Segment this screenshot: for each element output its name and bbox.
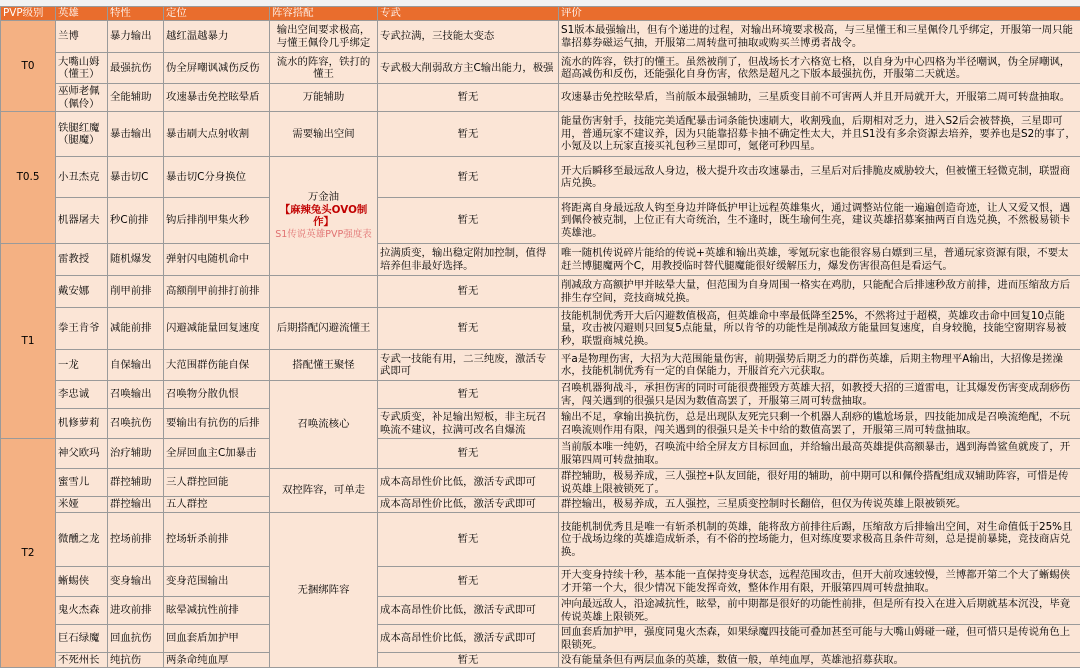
exclusive-weapon-cell[interactable]: 暂无 [378, 84, 559, 112]
combo-cell[interactable]: 流水的阵容，铁打的懂王 [270, 53, 378, 84]
hero-cell[interactable]: 微醺之龙 [56, 513, 108, 567]
trait-cell[interactable]: 召唤输出 [108, 381, 164, 409]
review-cell[interactable]: 召唤机器狗战斗，承担伤害的同时可能很费摧毁方英雄大招，如教授大招的三道雷电，让其爆发伤害变成刮痧伤害，闯关遇到的很强只是因为数值高罢了，开服第三周可转盘抽取。 [559, 381, 1080, 409]
combo-cell[interactable]: 输出空间要求极高，与懂王佩伶几乎绑定 [270, 21, 378, 53]
trait-cell[interactable]: 秒C前排 [108, 198, 164, 244]
exclusive-weapon-cell[interactable]: 暂无 [378, 513, 559, 567]
hero-cell[interactable]: 戴安娜 [56, 276, 108, 308]
trait-cell[interactable]: 暴力输出 [108, 21, 164, 53]
position-cell[interactable]: 五人群控 [164, 497, 270, 513]
position-cell[interactable]: 大范围群伤能自保 [164, 350, 270, 381]
trait-cell[interactable]: 群控辅助 [108, 469, 164, 497]
table-row [1, 112, 1080, 157]
tier-cell[interactable]: T2 [1, 439, 56, 668]
table-row [1, 469, 1080, 497]
exclusive-weapon-cell[interactable]: 暂无 [378, 198, 559, 244]
position-cell[interactable]: 召唤物分散仇恨 [164, 381, 270, 409]
review-cell[interactable]: 输出不足，拿输出换抗伤，总是出现队友死完只剩一个机器人刮痧的尴尬场景，四技能加成是召唤流绝配，不玩召唤流则作用有限，闯关遇到的很强只是关卡中给的数值高罢了，开服第三周可转盘抽取。 [559, 409, 1080, 439]
table-row [1, 198, 1080, 244]
exclusive-weapon-cell[interactable]: 成本高昂性价比低，激活专武即可 [378, 469, 559, 497]
hero-cell[interactable]: 大嘴山姆（懂王） [56, 53, 108, 84]
table-row [1, 308, 1080, 350]
table-row [1, 276, 1080, 308]
trait-cell[interactable]: 纯抗伤 [108, 653, 164, 668]
combo-cell[interactable] [270, 157, 378, 276]
review-cell[interactable]: 冲向最远敌人，沿途减抗性，眩晕，前中期都是很好的功能性前排，但是所有投入在进入后期就基本沉没，毕竟传说英雄上限锁死。 [559, 597, 1080, 625]
exclusive-weapon-cell[interactable]: 暂无 [378, 308, 559, 350]
combo-text: 万金油 [272, 191, 375, 204]
trait-cell[interactable]: 减能前排 [108, 308, 164, 350]
review-cell[interactable]: 削减敌方高额护甲并眩晕大量，但范围为自身周围一格实在鸡肋，只能配合后排速秒敌方前排，进而压缩敌方后排生存空间，竞技商城兑换。 [559, 276, 1080, 308]
exclusive-weapon-cell[interactable]: 成本高昂性价比低，激活专武即可 [378, 625, 559, 653]
hero-cell[interactable]: 雷教授 [56, 244, 108, 276]
position-cell[interactable]: 闪避减能量回复速度 [164, 308, 270, 350]
trait-cell[interactable]: 群控输出 [108, 497, 164, 513]
position-cell[interactable]: 三人群控回能 [164, 469, 270, 497]
combo-cell[interactable] [270, 276, 378, 308]
review-cell[interactable]: 唯一随机传说碎片能给的传说+英雄和输出英雄，零氪玩家也能很容易白嫖到三星，普通玩家资源有限，不要太赶兰博腿魔两个C，用教授临时替代腿魔能很好缓解压力，爆发伤害很高但是看运气。 [559, 244, 1080, 276]
review-cell[interactable]: 群控辅助，极易养成，三人强控+队友回能，很好用的辅助，前中期可以和佩伶搭配组成双辅助阵容，可惜是传说英雄上限被锁死了。 [559, 469, 1080, 497]
table-subtitle-watermark: S1传说英雄PVP强度表 [272, 229, 375, 242]
header-hero[interactable]: 英雄 [56, 7, 108, 21]
exclusive-weapon-cell[interactable]: 暂无 [378, 439, 559, 469]
review-cell[interactable]: 将距离自身最远敌人钩至身边并降低护甲让远程英雄集火，通过调整站位能一遍遍创造奇迹，让人又爱又恨，遇到佩伶被克制，上位正有大奇统治，生不逢时，既生瑜何生亮，建议英雄招募案抽两百自选兑换，不然极易锁卡英雄池。 [559, 198, 1080, 244]
review-cell[interactable]: 技能机制优秀且是唯一有斩杀机制的英雄，能将敌方前排往后踢，压缩敌方后排输出空间，对生命值低于25%且位于战场边缘的英雄造成斩杀，有不俗的控场能力，但对练度要求极高且条件苛刻，总是提前暴毙，竞技商店兑换。 [559, 513, 1080, 567]
review-cell[interactable]: 回血套盾加护甲，强度同鬼火杰森，如果绿魔四技能可叠加甚至可能与大嘴山姆碰一碰，但可惜只是传说角色上限锁死。 [559, 625, 1080, 653]
review-cell[interactable]: 攻速暴击免控眩晕盾，当前版本最强辅助，三星质变目前不可害两人并且开局就开大，开服第二周可转盘抽取。 [559, 84, 1080, 112]
review-cell[interactable]: 平a是物理伤害，大招为大范围能量伤害，前期强势后期乏力的群伤英雄，后期主物理平A输出，大招像是搓澡水，技能机制优秀有一定的自保能力，开服首充六元获取。 [559, 350, 1080, 381]
combo-cell[interactable]: 后期搭配闪避流懂王 [270, 308, 378, 350]
hero-cell[interactable]: 铁腿红魔（腿魔） [56, 112, 108, 157]
exclusive-weapon-cell[interactable]: 暂无 [378, 567, 559, 597]
position-cell[interactable]: 弹射闪电随机命中 [164, 244, 270, 276]
hero-cell[interactable]: 机修萝莉 [56, 409, 108, 439]
table-row [1, 567, 1080, 597]
hero-cell[interactable]: 不死州长 [56, 653, 108, 668]
hero-cell[interactable]: 小丑杰克 [56, 157, 108, 198]
trait-cell[interactable]: 召唤抗伤 [108, 409, 164, 439]
position-cell[interactable]: 伪全屏嘲讽减伤反伤 [164, 53, 270, 84]
author-watermark: 【麻辣兔头OVO制作】 [272, 204, 375, 229]
trait-cell[interactable]: 治疗辅助 [108, 439, 164, 469]
review-cell[interactable]: 能量伤害射手，技能完美适配暴击词条能快速刷大，收割残血，后期相对乏力，进入S2后会被替换，三星即可用，普通玩家不建议养，因为只能靠招募卡抽不确定性太大，并且S1没有多余资源去培养，要养也是S2的事了，小氪及以上玩家直接买礼包秒三星即可，氪佬可秒四星。 [559, 112, 1080, 157]
combo-cell[interactable]: 需要输出空间 [270, 112, 378, 157]
hero-cell[interactable]: 蜥蜴侠 [56, 567, 108, 597]
trait-cell[interactable]: 削甲前排 [108, 276, 164, 308]
table-row [1, 439, 1080, 469]
position-cell[interactable]: 钩后排削甲集火秒 [164, 198, 270, 244]
combo-cell[interactable]: 搭配懂王聚怪 [270, 350, 378, 381]
position-cell[interactable]: 越红温越暴力 [164, 21, 270, 53]
position-cell[interactable]: 眩晕减抗性前排 [164, 597, 270, 625]
header-tier[interactable]: PVP级别 [1, 7, 56, 21]
pvp-tier-table [0, 6, 1080, 668]
trait-cell[interactable]: 变身输出 [108, 567, 164, 597]
exclusive-weapon-cell[interactable]: 成本高昂性价比低，激活专武即可 [378, 597, 559, 625]
tier-cell[interactable]: T0.5 [1, 112, 56, 244]
trait-cell[interactable]: 自保输出 [108, 350, 164, 381]
position-cell[interactable]: 两条命纯血厚 [164, 653, 270, 668]
exclusive-weapon-cell[interactable]: 暂无 [378, 276, 559, 308]
combo-cell[interactable]: 双控阵容，可单走 [270, 469, 378, 513]
hero-cell[interactable]: 神父欧玛 [56, 439, 108, 469]
hero-cell[interactable]: 拳王肯爷 [56, 308, 108, 350]
review-cell[interactable]: 技能机制优秀开大后闪避数值极高，但英雄命中率最低降至25%，不然将过于超模，英雄攻击命中回复10点能量，攻击被闪避则只回复5点能量，所以肯爷的功能性是削减敌方能量回复速度，自身较脆，技能空窗期容易被秒，联盟商城兑换。 [559, 308, 1080, 350]
header-review[interactable]: 评价 [559, 7, 1080, 21]
review-cell[interactable]: 群控输出，极易养成，五人强控，三星质变控制时长翻倍，但仅为传说英雄上限被锁死。 [559, 497, 1080, 513]
trait-cell[interactable]: 全能辅助 [108, 84, 164, 112]
review-cell[interactable]: 开大变身持续十秒，基本能一直保持变身状态，远程范围攻击，但开大前攻速较慢，兰博都开第二个大了蜥蜴侠才开第一个大，很少情况下能发挥奇效，整体作用有限，开服第四周可转盘抽取。 [559, 567, 1080, 597]
header-position[interactable]: 定位 [164, 7, 270, 21]
hero-cell[interactable]: 兰博 [56, 21, 108, 53]
trait-cell[interactable]: 暴击输出 [108, 112, 164, 157]
combo-cell[interactable]: 万能辅助 [270, 84, 378, 112]
table-row [1, 597, 1080, 625]
exclusive-weapon-cell[interactable]: 暂无 [378, 381, 559, 409]
trait-cell[interactable]: 控场前排 [108, 513, 164, 567]
table-row [1, 244, 1080, 276]
header-combo[interactable]: 阵容搭配 [270, 7, 378, 21]
header-trait[interactable]: 特性 [108, 7, 164, 21]
review-cell[interactable]: 开大后瞬移至最远敌人身边，极大提升攻击攻速暴击，三星后对后排脆皮威胁较大，但被懂王轻微克制，联盟商店兑换。 [559, 157, 1080, 198]
hero-cell[interactable]: 巨石绿魔 [56, 625, 108, 653]
exclusive-weapon-cell[interactable]: 暂无 [378, 157, 559, 198]
review-cell[interactable]: 没有能量条但有两层血条的英雄，数值一般，单纯血厚，英雄池招募获取。 [559, 653, 1080, 668]
exclusive-weapon-cell[interactable]: 专武一技能有用，二三纯废，激活专武即可 [378, 350, 559, 381]
trait-cell[interactable]: 回血抗伤 [108, 625, 164, 653]
hero-cell[interactable]: 蜜雪儿 [56, 469, 108, 497]
hero-cell[interactable]: 机器屠夫 [56, 198, 108, 244]
position-cell[interactable]: 要输出有抗伤的后排 [164, 409, 270, 439]
header-exclusive-weapon[interactable]: 专武 [378, 7, 559, 21]
position-cell[interactable]: 暴击刷大点射收割 [164, 112, 270, 157]
position-cell[interactable]: 高额削甲前排打前排 [164, 276, 270, 308]
position-cell[interactable]: 暴击切C分身换位 [164, 157, 270, 198]
table-row [1, 513, 1080, 567]
combo-cell[interactable]: 无捆绑阵容 [270, 513, 378, 668]
combo-cell[interactable]: 召唤流核心 [270, 381, 378, 469]
table-row [1, 157, 1080, 198]
trait-cell[interactable]: 暴击切C [108, 157, 164, 198]
table-row [1, 53, 1080, 84]
tier-cell[interactable]: T1 [1, 244, 56, 439]
header-row [1, 7, 1080, 21]
review-cell[interactable]: S1版本最强输出，但有个递进的过程，对输出环境要求极高，与三星懂王和三星佩伶几乎绑定，开服第一周只能靠招募券磁运气抽，开服第二周转盘可抽取或购买兰博勇者战令。 [559, 21, 1080, 53]
hero-cell[interactable]: 一龙 [56, 350, 108, 381]
table-row [1, 381, 1080, 409]
table-row [1, 625, 1080, 653]
hero-cell[interactable]: 李忠诚 [56, 381, 108, 409]
exclusive-weapon-cell[interactable]: 专武质变，补足输出短板，非主玩召唤流不建议，拉满可改名自爆流 [378, 409, 559, 439]
table-row [1, 21, 1080, 53]
trait-cell[interactable]: 最强抗伤 [108, 53, 164, 84]
tier-cell[interactable]: T0 [1, 21, 56, 112]
exclusive-weapon-cell[interactable]: 暂无 [378, 653, 559, 668]
position-cell[interactable]: 攻速暴击免控眩晕盾 [164, 84, 270, 112]
trait-cell[interactable]: 随机爆发 [108, 244, 164, 276]
table-row [1, 497, 1080, 513]
trait-cell[interactable]: 进攻前排 [108, 597, 164, 625]
exclusive-weapon-cell[interactable]: 专武拉满，三技能太变态 [378, 21, 559, 53]
hero-cell[interactable]: 鬼火杰森 [56, 597, 108, 625]
exclusive-weapon-cell[interactable]: 拉满质变，输出稳定附加控制，值得培养但非最好选择。 [378, 244, 559, 276]
review-cell[interactable]: 当前版本唯一纯奶，召唤流中给全屏友方目标回血，并给输出最高英雄提供高额暴击，遇到海兽鲨鱼就废了，开服第四周可转盘抽取。 [559, 439, 1080, 469]
position-cell[interactable]: 全屏回血主C加暴击 [164, 439, 270, 469]
position-cell[interactable]: 控场斩杀前排 [164, 513, 270, 567]
hero-cell[interactable]: 巫师老佩（佩伶） [56, 84, 108, 112]
position-cell[interactable]: 变身范围输出 [164, 567, 270, 597]
exclusive-weapon-cell[interactable]: 成本高昂性价比低，激活专武即可 [378, 497, 559, 513]
table-row [1, 653, 1080, 668]
position-cell[interactable]: 回血套盾加护甲 [164, 625, 270, 653]
exclusive-weapon-cell[interactable]: 暂无 [378, 112, 559, 157]
hero-cell[interactable]: 米娅 [56, 497, 108, 513]
review-cell[interactable]: 流水的阵容，铁打的懂王。虽然被削了，但战场长才六格宽七格，以自身为中心四格为半径嘲讽，伪全屏嘲讽，超高减伤和反伤，还能强化自身伤害，依然是超凡之下版本最强抗伤，开服第二天就送。 [559, 53, 1080, 84]
table-row [1, 84, 1080, 112]
table-row [1, 409, 1080, 439]
exclusive-weapon-cell[interactable]: 专武极大削弱敌方主C输出能力，极强 [378, 53, 559, 84]
table-row [1, 350, 1080, 381]
